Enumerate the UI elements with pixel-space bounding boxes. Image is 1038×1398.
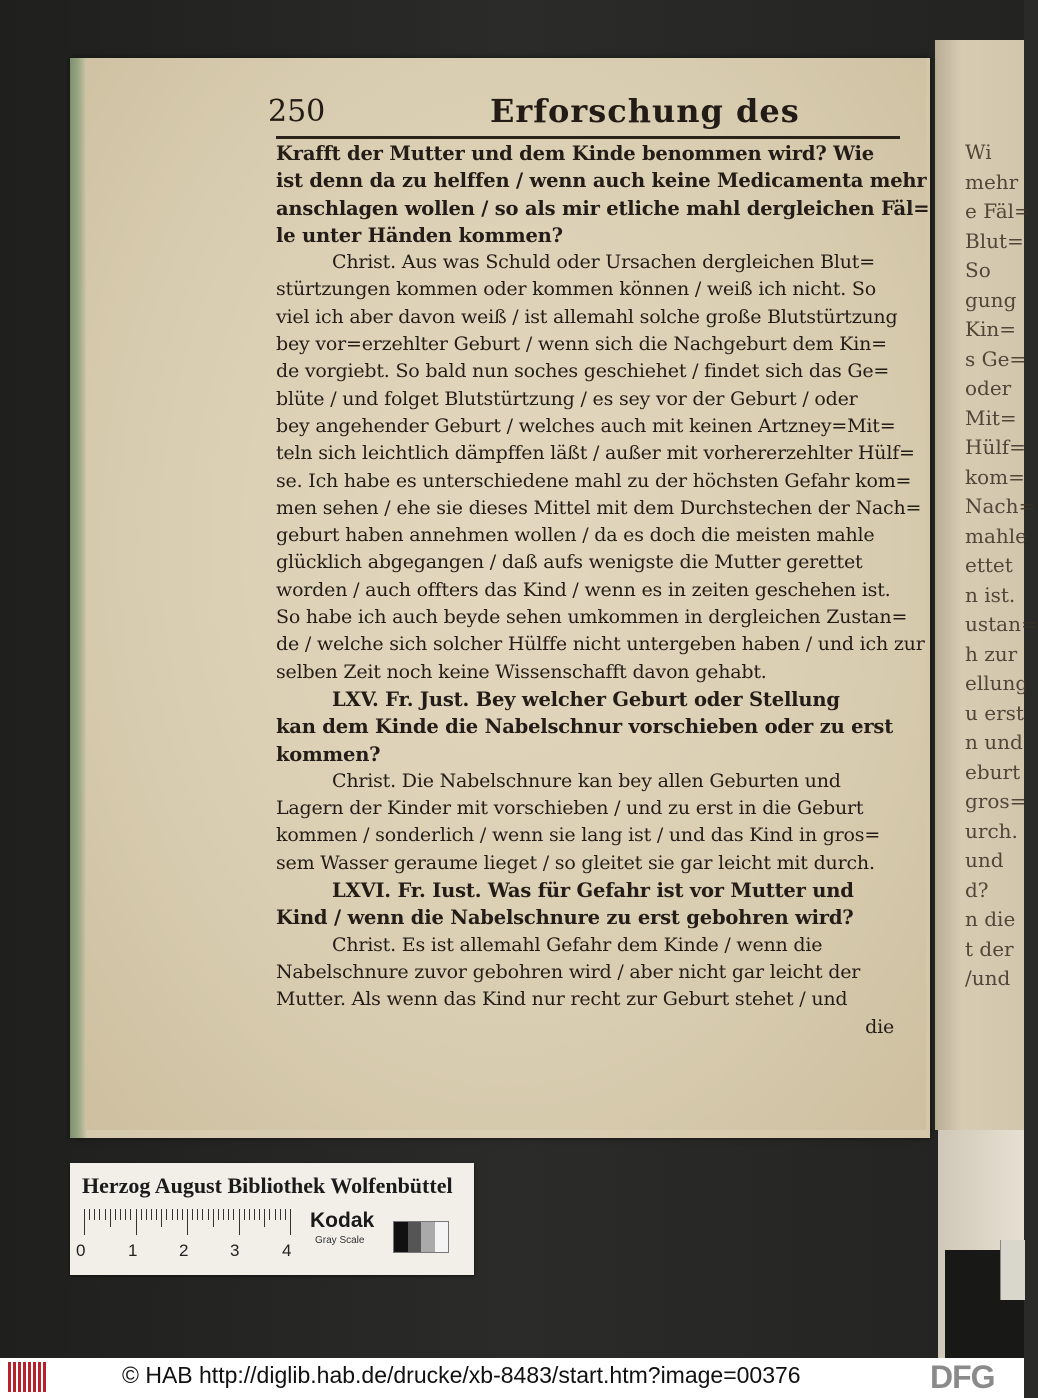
running-head: Erforschung des: [490, 92, 800, 130]
ruler-tick: [99, 1209, 100, 1220]
gray-scale-label: Gray Scale: [315, 1235, 365, 1246]
ruler-tick: [228, 1209, 229, 1220]
ruler-number: 0: [76, 1241, 86, 1260]
text-line: So habe ich auch beyde sehen umkommen in dergleichen Zustan=: [276, 606, 908, 629]
footer-credit: © HAB http://diglib.hab.de/drucke/xb-8483/start.htm?image=00376: [122, 1362, 801, 1388]
color-scale-card: [70, 1163, 474, 1275]
ruler-tick: [177, 1209, 178, 1220]
ruler-tick: [202, 1209, 203, 1220]
ruler-tick: [89, 1209, 90, 1220]
text-line: Mutter. Als wenn das Kind nur recht zur Geburt stehet / und: [276, 988, 848, 1011]
ruler-tick: [161, 1209, 162, 1227]
text-line: ist denn da zu helffen / wenn auch keine Medicamenta mehr: [276, 169, 927, 193]
facing-page-fragment: Hülf=: [965, 435, 1026, 459]
text-line: kommen / sonderlich / wenn sie lang ist / und das Kind in gros=: [276, 824, 881, 847]
swatch-black: [394, 1222, 408, 1252]
facing-page-fragment: n die: [965, 907, 1016, 931]
ruler-tick: [192, 1209, 193, 1220]
ruler-number: 3: [230, 1241, 240, 1260]
text-line: Christ. Die Nabelschnure kan bey allen Geburten und: [332, 769, 841, 792]
ruler-tick: [197, 1209, 198, 1220]
ruler-tick: [285, 1209, 286, 1220]
ruler-tick: [172, 1209, 173, 1220]
ruler-tick: [264, 1209, 265, 1227]
facing-page-fragment: e Fäl=: [965, 199, 1031, 223]
facing-page-fragment: n ist.: [965, 582, 1016, 607]
facing-page-fragment: s Ge=: [965, 346, 1027, 371]
facing-page-fragment: kom=: [965, 464, 1025, 489]
text-line: LXVI. Fr. Iust. Was für Gefahr ist vor Mutter und: [332, 879, 854, 903]
ruler-tick: [141, 1209, 142, 1220]
ruler-number: 1: [128, 1241, 138, 1260]
ruler-tick: [146, 1209, 147, 1220]
header-rule: [276, 136, 900, 139]
facing-page-fragment: eburt: [965, 759, 1021, 784]
gray-swatches: [393, 1221, 449, 1253]
ruler-numbers: [76, 1241, 306, 1263]
text-line: de / welche sich solcher Hülffe nicht untergeben haben / und ich zur: [276, 633, 925, 656]
ruler-number: 4: [282, 1241, 292, 1260]
facing-page-fragment: ettet: [965, 553, 1013, 577]
ruler-tick: [239, 1209, 240, 1235]
ruler-tick: [84, 1209, 85, 1235]
text-line: sem Wasser geraume lieget / so gleitet sie gar leicht mit durch.: [276, 851, 875, 874]
facing-page-fragment: und: [965, 848, 1004, 872]
ruler-tick: [269, 1209, 270, 1220]
facing-page-fragment: t der: [965, 936, 1014, 961]
ruler-tick: [125, 1209, 126, 1220]
facing-page-fragment: u erst: [965, 700, 1024, 725]
ruler-tick: [105, 1209, 106, 1220]
text-line: glücklich abgegangen / daß aufs wenigste die Mutter gerettet: [276, 551, 863, 574]
text-line: Christ. Es ist allemahl Gefahr dem Kinde / wenn die: [332, 933, 823, 956]
facing-page-fragment: h zur: [965, 641, 1018, 666]
facing-page-fragment: gung: [965, 287, 1017, 312]
ruler-tick: [213, 1209, 214, 1227]
kodak-logo: Kodak: [310, 1209, 375, 1232]
text-line: geburt haben annehmen wollen / da es doch die meisten mahle: [276, 524, 875, 547]
facing-page-fragment: n und: [965, 730, 1023, 754]
facing-page-fragment: Mit=: [965, 405, 1017, 430]
ruler-tick: [244, 1209, 245, 1220]
ruler-tick: [166, 1209, 167, 1220]
ruler-tick: [151, 1209, 152, 1220]
facing-page-fragment: oder: [965, 376, 1012, 400]
ruler-tick: [280, 1209, 281, 1220]
ruler-tick: [115, 1209, 116, 1220]
body-text: [276, 140, 930, 1041]
text-line: teln sich leichtlich dämpffen läßt / außer mit vorhererzehlter Hülf=: [276, 442, 915, 465]
ruler-tick: [182, 1209, 183, 1220]
ruler-tick: [156, 1209, 157, 1220]
ruler-tick: [223, 1209, 224, 1220]
text-line: Krafft der Mutter und dem Kinde benommen wird? Wie: [276, 142, 874, 165]
text-line: stürtzungen kommen oder kommen können / weiß ich nicht. So: [276, 278, 876, 301]
text-line: de vorgiebt. So bald nun soches geschiehet / findet sich das Ge=: [276, 360, 890, 383]
text-line: worden / auch offters das Kind / wenn es in zeiten geschehen ist.: [276, 578, 891, 601]
ruler-tick: [120, 1209, 121, 1220]
ruler-tick: [254, 1209, 255, 1220]
ruler-tick: [94, 1209, 95, 1220]
footer-bar: [0, 1358, 1024, 1398]
text-line: bey vor=erzehlter Geburt / wenn sich die Nachgeburt dem Kin=: [276, 333, 887, 356]
page-number: 250: [268, 94, 326, 129]
facing-page-fragment: urch.: [965, 818, 1018, 843]
facing-page-fragment: Wi: [965, 140, 992, 164]
text-line: le unter Händen kommen?: [276, 223, 563, 247]
facing-page-fragment: gros=: [965, 789, 1027, 813]
ruler-tick: [187, 1209, 188, 1235]
text-line: se. Ich habe es unterschiedene mahl zu der höchsten Gefahr kom=: [276, 469, 912, 492]
page-header: [268, 92, 900, 134]
text-line: LXV. Fr. Just. Bey welcher Geburt oder Stellung: [332, 687, 840, 711]
text-line: bey angehender Geburt / welches auch mit keinen Artzney=Mit=: [276, 414, 896, 437]
ruler-tick: [136, 1209, 137, 1235]
text-line: anschlagen wollen / so als mir etliche mahl dergleichen Fäl=: [276, 196, 930, 220]
facing-page-fragment: /und: [965, 966, 1011, 990]
ruler-tick: [259, 1209, 260, 1220]
library-name: Herzog August Bibliothek Wolfenbüttel: [82, 1173, 453, 1198]
facing-page-fragment: So: [965, 258, 991, 282]
text-line: selben Zeit noch keine Wissenschafft davon gehabt.: [276, 660, 767, 683]
catchword: die: [865, 1015, 894, 1038]
ruler-tick: [290, 1209, 291, 1235]
ruler-scale: [84, 1209, 294, 1235]
facing-page-strip: [935, 40, 1038, 1130]
ruler-tick: [249, 1209, 250, 1220]
text-line: blüte / und folget Blutstürtzung / es sey vor der Geburt / oder: [276, 387, 858, 410]
text-line: men sehen / ehe sie dieses Mittel mit dem Durchstechen der Nach=: [276, 496, 922, 519]
text-line: kommen?: [276, 742, 381, 766]
text-line: Kind / wenn die Nabelschnure zu erst gebohren wird?: [276, 906, 854, 930]
ruler-tick: [275, 1209, 276, 1220]
facing-page-fragment: Nach=: [965, 494, 1036, 518]
text-line: viel ich aber davon weiß / ist allemahl solche große Blutstürtzung: [276, 305, 898, 328]
ruler-number: 2: [179, 1241, 189, 1260]
swatch-white: [435, 1222, 449, 1252]
dfg-logo: DFG: [930, 1359, 995, 1395]
ruler-tick: [218, 1209, 219, 1220]
text-line: Lagern der Kinder mit vorschieben / und zu erst in die Geburt: [276, 797, 864, 820]
swatch-mid: [421, 1222, 435, 1252]
text-line: Christ. Aus was Schuld oder Ursachen dergleichen Blut=: [332, 251, 875, 274]
ruler-tick: [208, 1209, 209, 1220]
text-line: Nabelschnure zuvor gebohren wird / aber nicht gar leicht der: [276, 960, 861, 983]
hab-barcode-icon: [8, 1362, 46, 1392]
ruler-tick: [233, 1209, 234, 1220]
facing-page-fragment: Kin=: [965, 317, 1016, 341]
facing-page-fragment: Blut=: [965, 228, 1024, 253]
ruler-tick: [110, 1209, 111, 1227]
facing-page-fragment: d?: [965, 877, 989, 902]
swatch-dark: [408, 1222, 422, 1252]
side-label: [1000, 1240, 1025, 1300]
facing-page-fragment: mehr: [965, 169, 1019, 194]
ruler-tick: [130, 1209, 131, 1220]
facing-page-fragment: mahle: [965, 523, 1028, 548]
facing-page-fragment: ustan=: [965, 612, 1038, 636]
facing-page-fragment: ellung: [965, 671, 1029, 695]
text-line: kan dem Kinde die Nabelschnur vorschieben oder zu erst: [276, 715, 894, 739]
